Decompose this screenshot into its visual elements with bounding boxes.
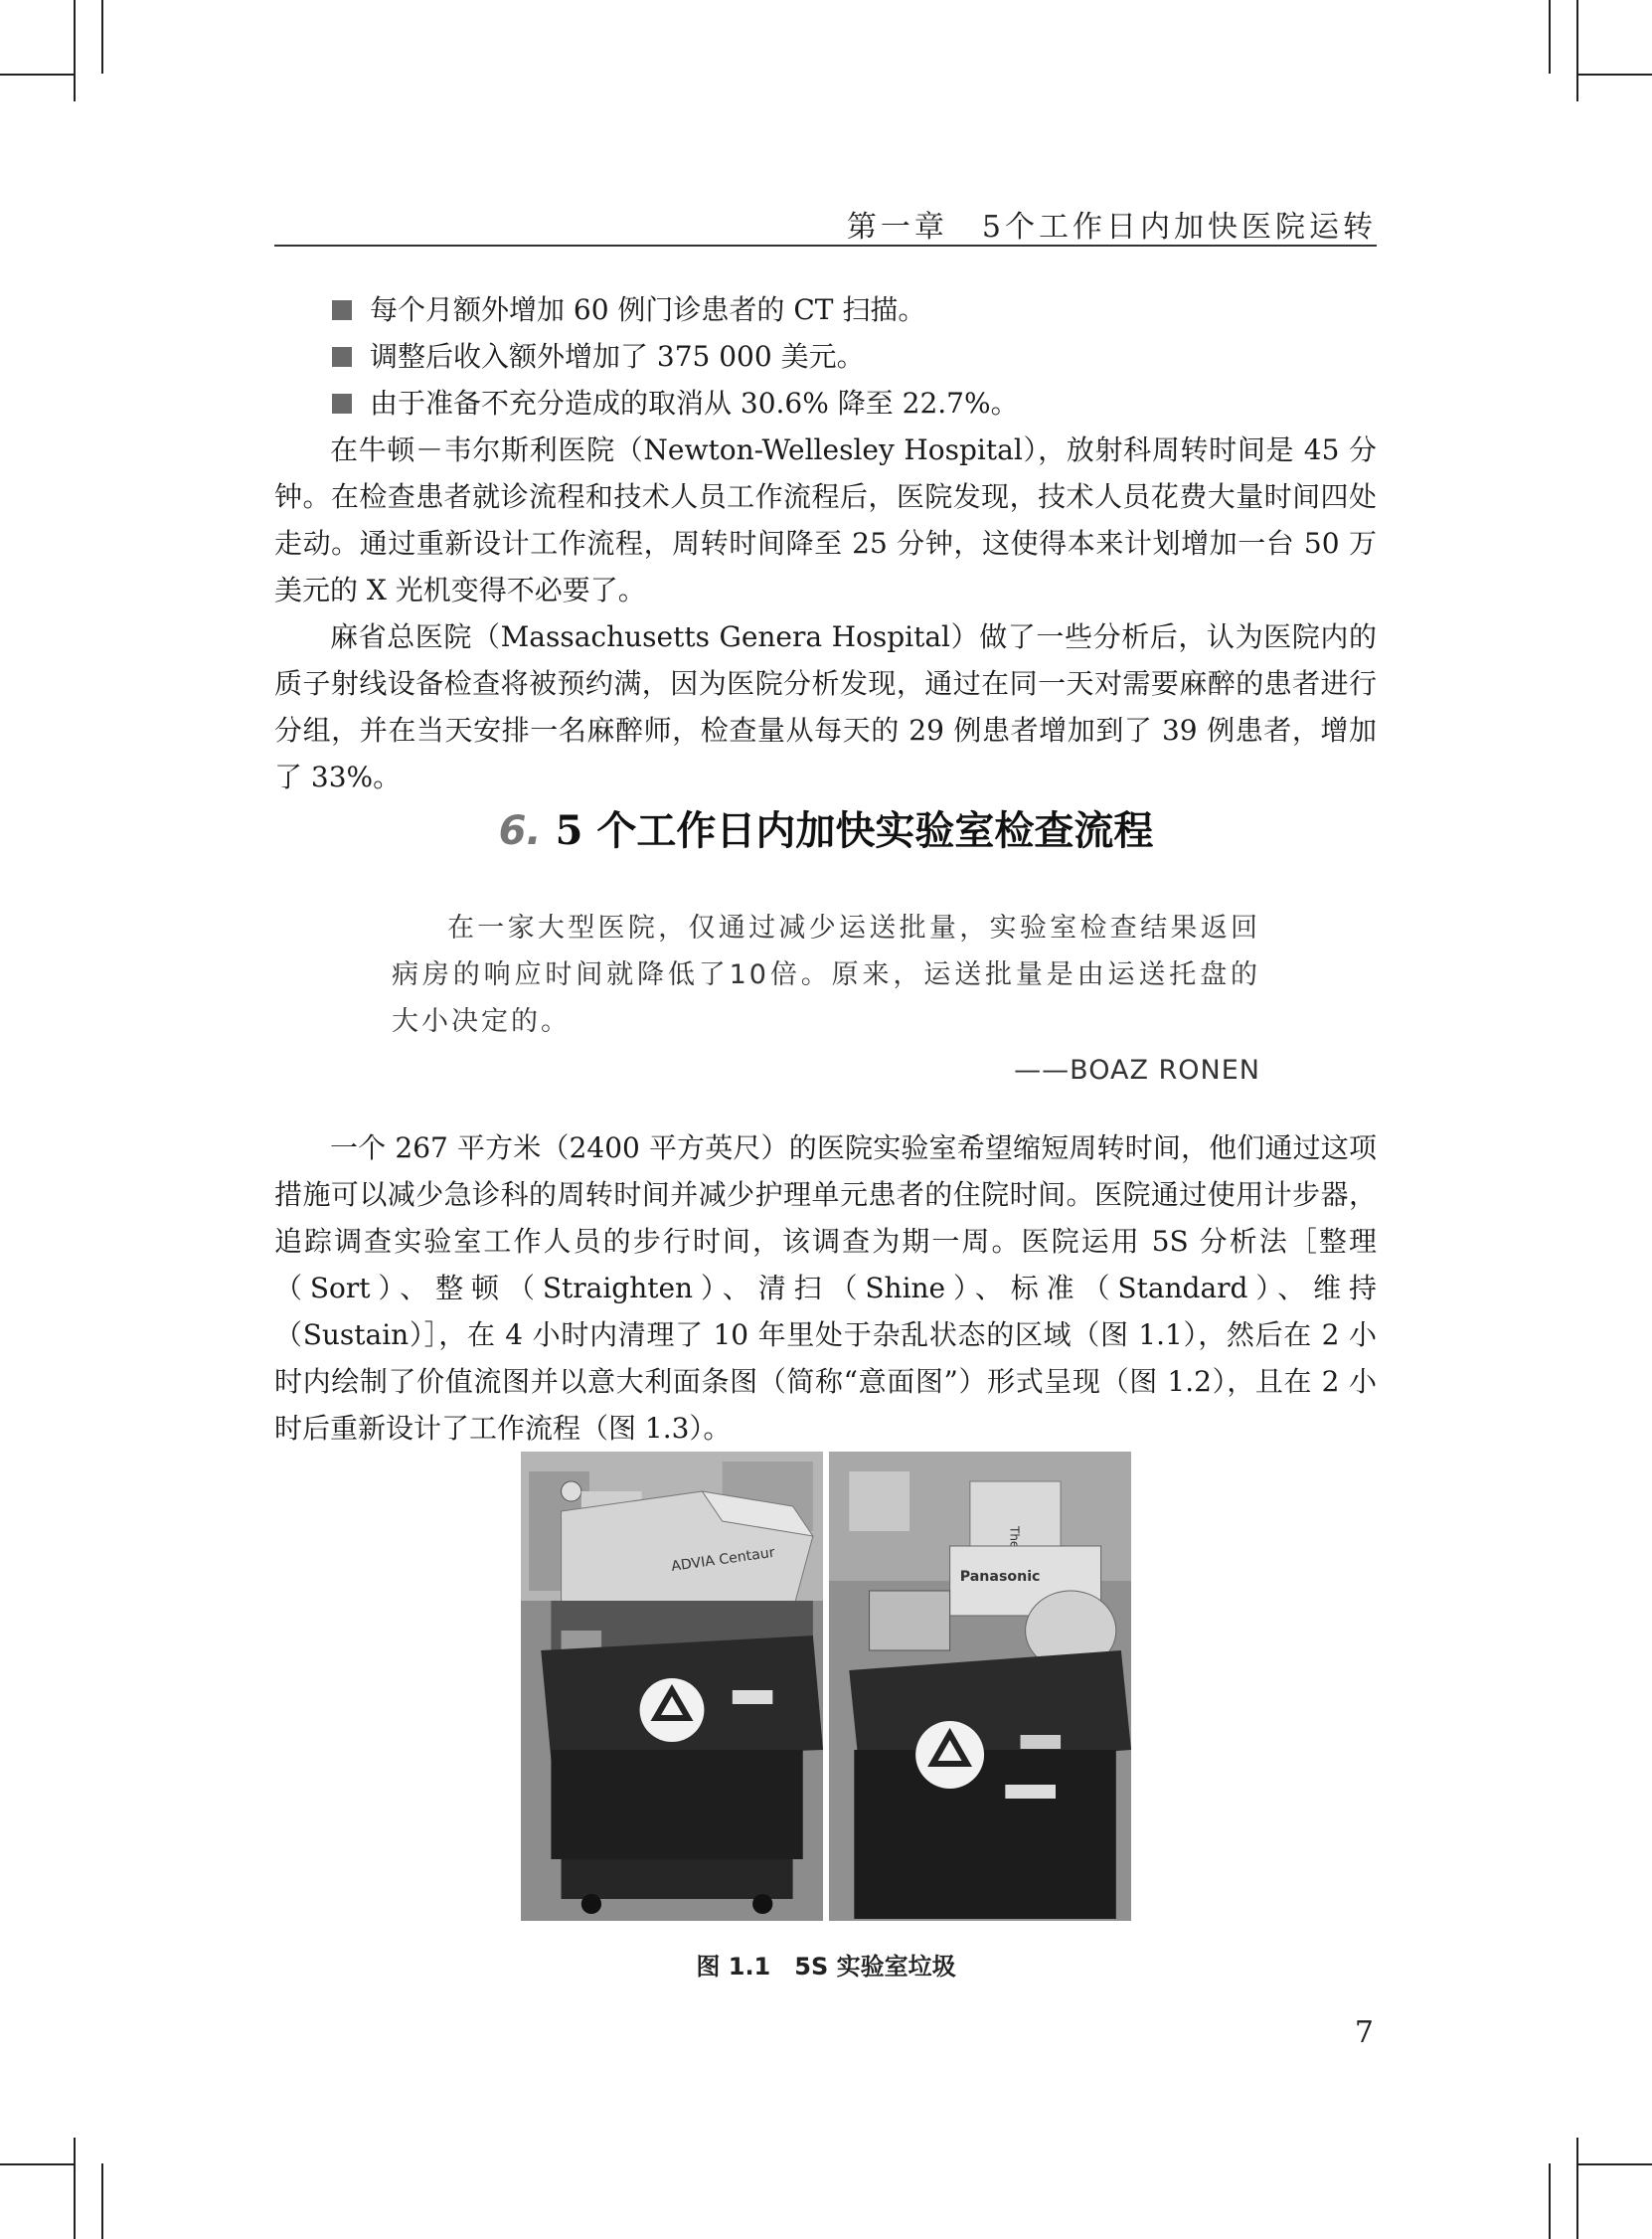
box-label: ADVIA Centaur: [670, 1544, 776, 1575]
crop-mark: [101, 0, 103, 74]
crop-mark: [74, 2138, 76, 2239]
header-rule: [274, 245, 1377, 247]
figure-caption: 图 1.1 5S 实验室垃圾: [696, 1953, 956, 1981]
crop-mark: [1549, 2163, 1551, 2239]
square-bullet-icon: [332, 300, 352, 320]
bullet-item: [274, 380, 1377, 427]
bullet-item: [274, 286, 1377, 333]
figure-photos: [521, 1452, 1131, 1921]
bullet-text: 调整后收入额外增加了 375 000 美元。: [370, 340, 865, 373]
crop-mark: [0, 74, 74, 76]
crop-mark: [1576, 0, 1578, 101]
square-bullet-icon: [332, 394, 352, 414]
epigraph-quote: [392, 905, 1260, 1094]
section-title-text: 5 个工作日内加快实验室检查流程: [555, 807, 1154, 854]
photo-left-recycling-bin: [521, 1452, 823, 1921]
section-number: 6.: [498, 808, 542, 854]
bullet-text: 每个月额外增加 60 例门诊患者的 CT 扫描。: [370, 293, 926, 326]
crop-mark: [74, 0, 76, 101]
crop-mark: [1576, 2163, 1652, 2165]
square-bullet-icon: [332, 347, 352, 367]
paragraph: 一个 267 平方米（2400 平方英尺）的医院实验室希望缩短周转时间，他们通过这项措施可以减少急诊科的周转时间并减少护理单元患者的住院时间。医院通过使用计步器，追踪调查实验室工作人员的步行时间，该调查为期一周。医院运用 5S 分析法［整理（Sort）、整顿（Straighten）、清扫（Shine）、标准（Standard）、维持（Sustain）］，在 4 小时内清理了 10 年里处于杂乱状态的区域（图 1.1），然后在 2 小时内绘制了价值流图并以意大利面条图（简称“意面图”）形式呈现（图 1.2），且在 2 小时后重新设计了工作流程（图 1.3）。: [274, 1131, 1377, 1445]
page-number: 7: [1354, 2015, 1374, 2050]
bullet-text: 由于准备不充分造成的取消从 30.6% 降至 22.7%。: [370, 387, 1019, 420]
crop-mark: [1549, 0, 1551, 74]
crop-mark: [101, 2163, 103, 2239]
section-heading: [0, 801, 1652, 861]
bullet-item: [274, 333, 1377, 380]
paragraph: 麻省总医院（Massachusetts Genera Hospital）做了一些分析后，认为医院内的质子射线设备检查将被预约满，因为医院分析发现，通过在同一天对需要麻醉的患者进行分组，并在当天安排一名麻醉师，检查量从每天的 29 例患者增加到了 39 例患者，增加了 33%。: [274, 620, 1377, 793]
running-head: 第一章 5个工作日内加快医院运转: [846, 210, 1377, 245]
body-text-main: [274, 1124, 1377, 1452]
photo-right-recycling-bin: [829, 1452, 1131, 1921]
crop-mark: [0, 2163, 74, 2165]
body-text-top: [274, 286, 1377, 800]
quote-attribution: ——BOAZ RONEN: [1014, 1055, 1260, 1086]
box-label: Panasonic: [959, 1569, 1041, 1585]
quote-text: 在一家大型医院，仅通过减少运送批量，实验室检查结果返回病房的响应时间就降低了10倍。原来，运送批量是由运送托盘的大小决定的。: [392, 913, 1260, 1037]
paragraph: 在牛顿－韦尔斯利医院（Newton-Wellesley Hospital），放射科周转时间是 45 分钟。在检查患者就诊流程和技术人员工作流程后，医院发现，技术人员花费大量时间四处走动。通过重新设计工作流程，周转时间降至 25 分钟，这使得本来计划增加一台 50 万美元的 X 光机变得不必要了。: [274, 433, 1377, 606]
crop-mark: [1576, 2138, 1578, 2239]
crop-mark: [1576, 74, 1652, 76]
